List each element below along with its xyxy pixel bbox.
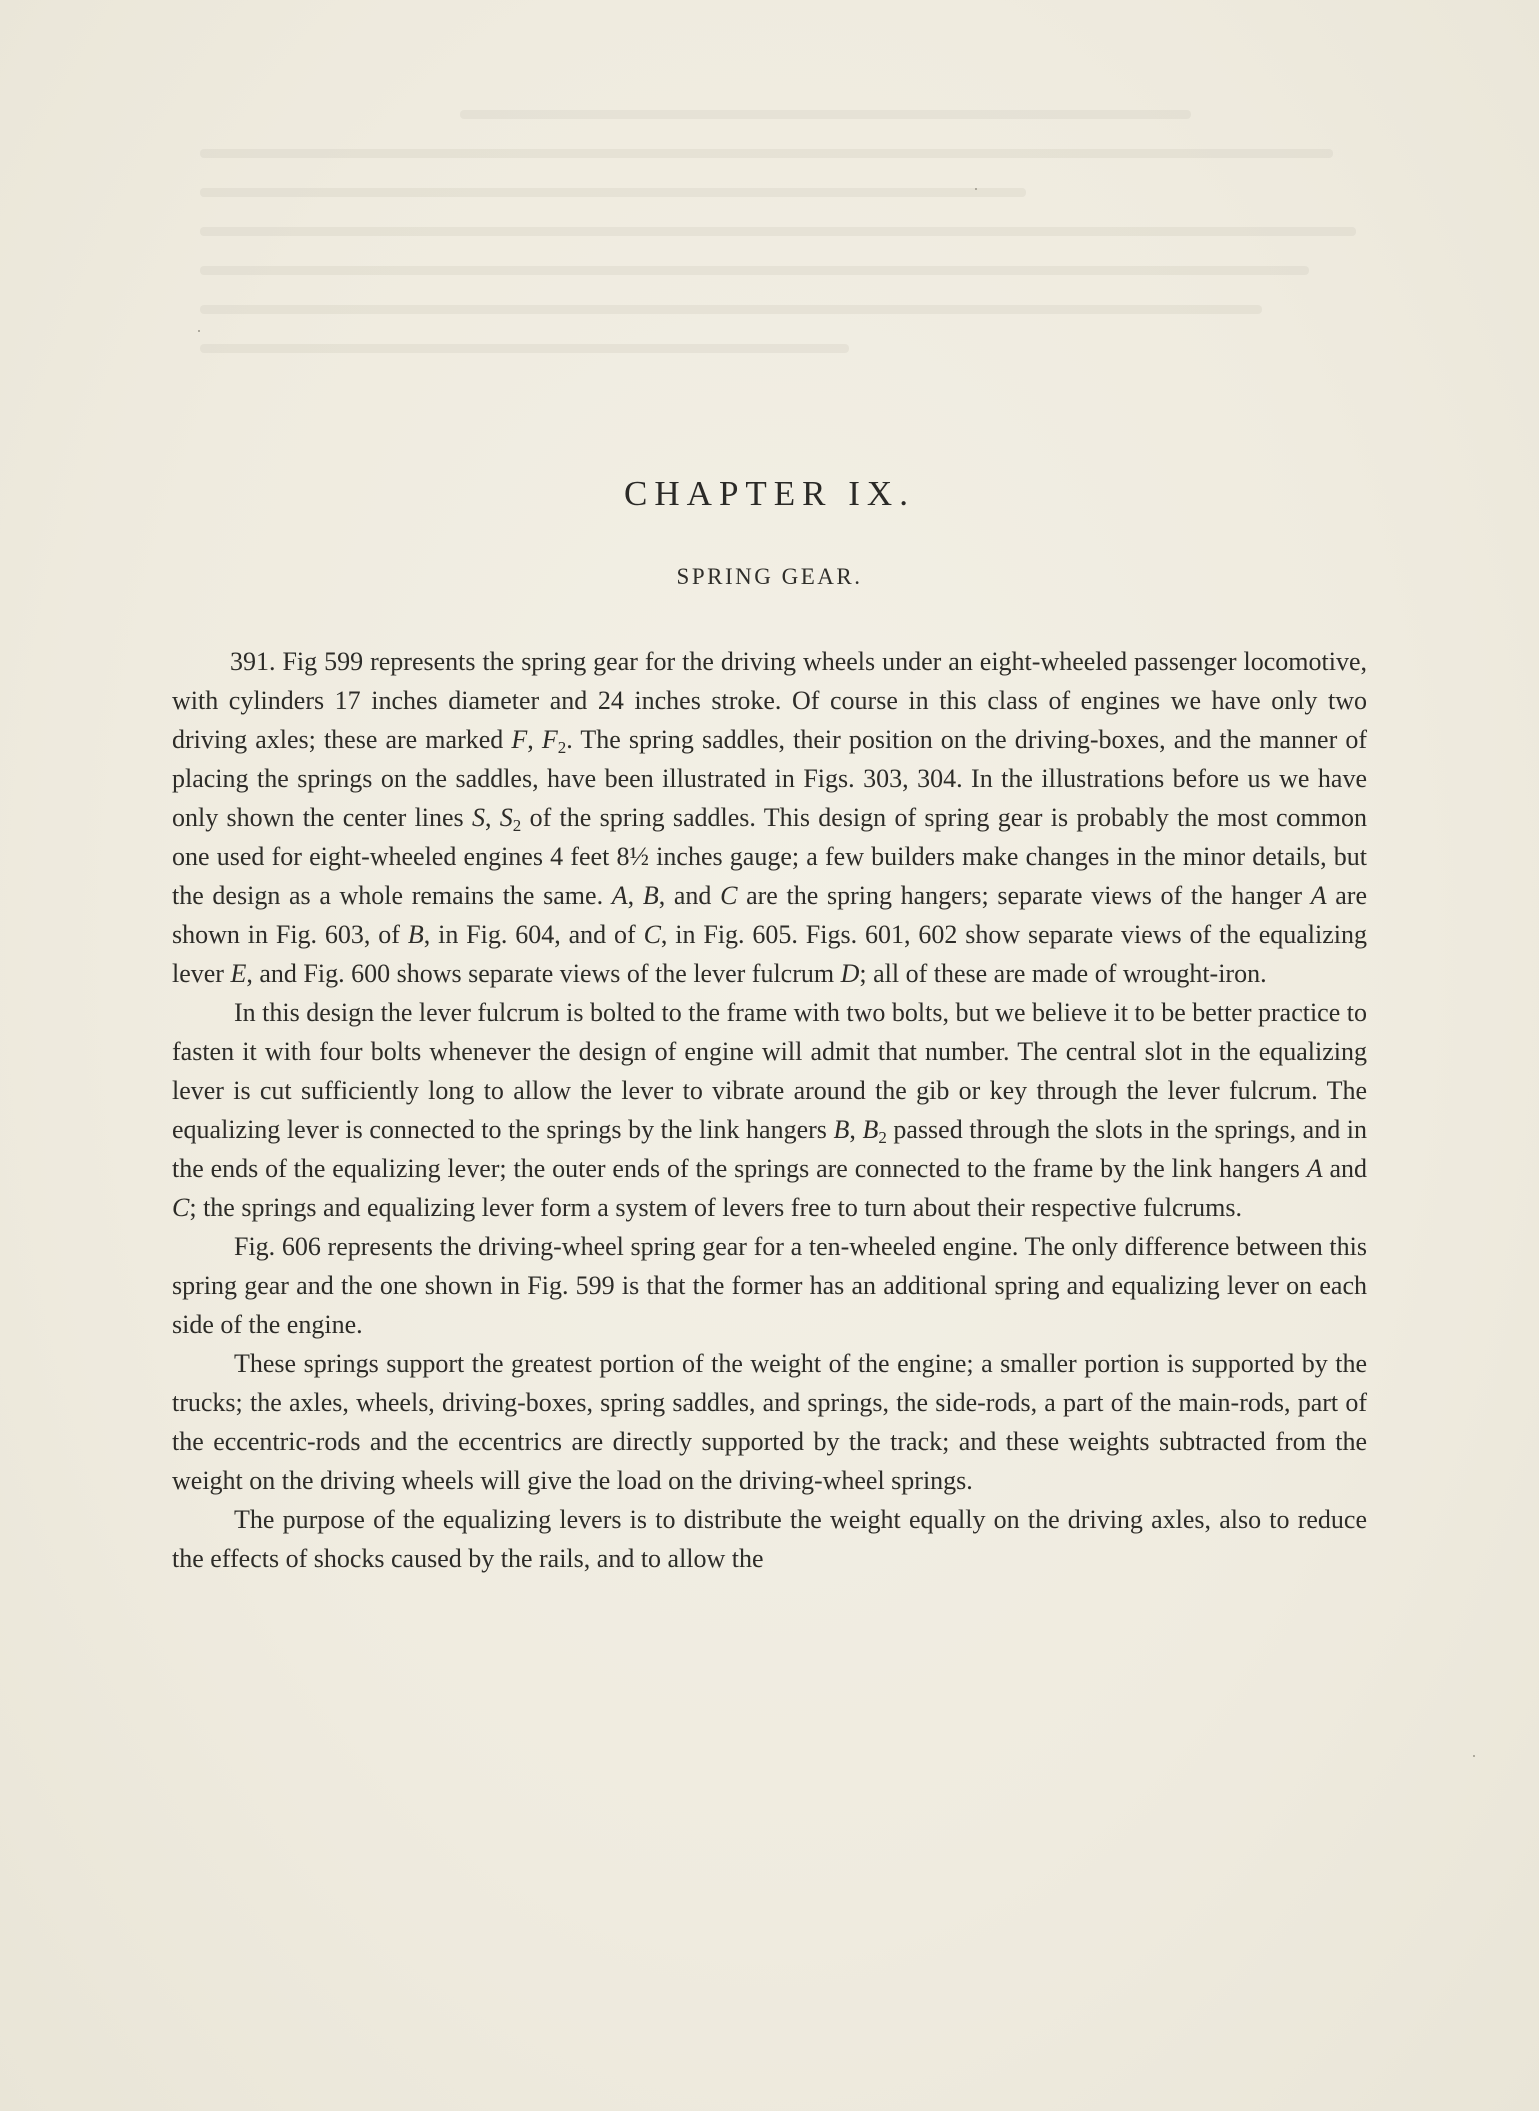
- paragraph-equalizing-purpose: The purpose of the equalizing levers is to distribute the weight equally on the driving axles, also to reduce the effects of shocks caused by the rails, and to allow the: [172, 1505, 1367, 1573]
- paper-speck: [198, 330, 200, 332]
- paragraph-springs-support: These springs support the greatest portion of the weight of the engine; a smaller portion is supported by the trucks; the axles, wheels, driving-boxes, spring saddles, and springs, the side-rods, a part of the main-rods, part of the eccentric-rods and the eccentrics are directly supported by the track; and these weights subtracted from the weight on the driving wheels will give the load on the driving-wheel springs.: [172, 1349, 1367, 1495]
- paragraph-391: 391. Fig 599 represents the spring gear for the driving wheels under an eight-wheeled passenger locomotive, with cylinders 17 inches diameter and 24 inches stroke. Of course in this class of engines we have only two driving axles; these are marked F, $F_2$. The spring saddles, their position on the driving-boxes, and the manner of placing the springs on the saddles, have been illustrated in Figs. 303, 304. In the illustrations before us we have only shown the center lines S, $S_2$ of the spring saddles. This design of spring gear is probably the most common one used for eight-wheeled engines 4 feet 8½ inches gauge; a few builders make changes in the minor details, but the design as a whole remains the same. A, B, and C are the spring hangers; separate views of the hanger A are shown in Fig. 603, of B, in Fig. 604, and of C, in Fig. 605. Figs. 601, 602 show separate views of the equalizing lever E, and Fig. 600 shows separate views of the lever fulcrum D; all of these are made of wrought-iron.: [172, 647, 1368, 988]
- chapter-title: CHAPTER IX.: [624, 474, 915, 513]
- paper-speck: [1473, 1755, 1475, 1757]
- paragraph-fig-606: Fig. 606 represents the driving-wheel spring gear for a ten-wheeled engine. The only difference between this spring gear and the one shown in Fig. 599 is that the former has an additional spring and equalizing lever on each side of the engine.: [172, 1232, 1367, 1339]
- body-text: [172, 642, 1367, 1578]
- bleed-through-text: [200, 110, 1380, 440]
- paragraph-lever-fulcrum: In this design the lever fulcrum is bolted to the frame with two bolts, but we believe it to be better practice to fasten it with four bolts whenever the design of engine will admit that number. The central slot in the equalizing lever is cut sufficiently long to allow the lever to vibrate around the gib or key through the lever fulcrum. The equalizing lever is connected to the springs by the link hangers B, $B_2$ passed through the slots in the springs, and in the ends of the equalizing lever; the outer ends of the springs are connected to the frame by the link hangers A and C; the springs and equalizing lever form a system of levers free to turn about their respective fulcrums.: [172, 998, 1368, 1222]
- section-title: SPRING GEAR.: [676, 564, 863, 589]
- paper-speck: [975, 188, 977, 190]
